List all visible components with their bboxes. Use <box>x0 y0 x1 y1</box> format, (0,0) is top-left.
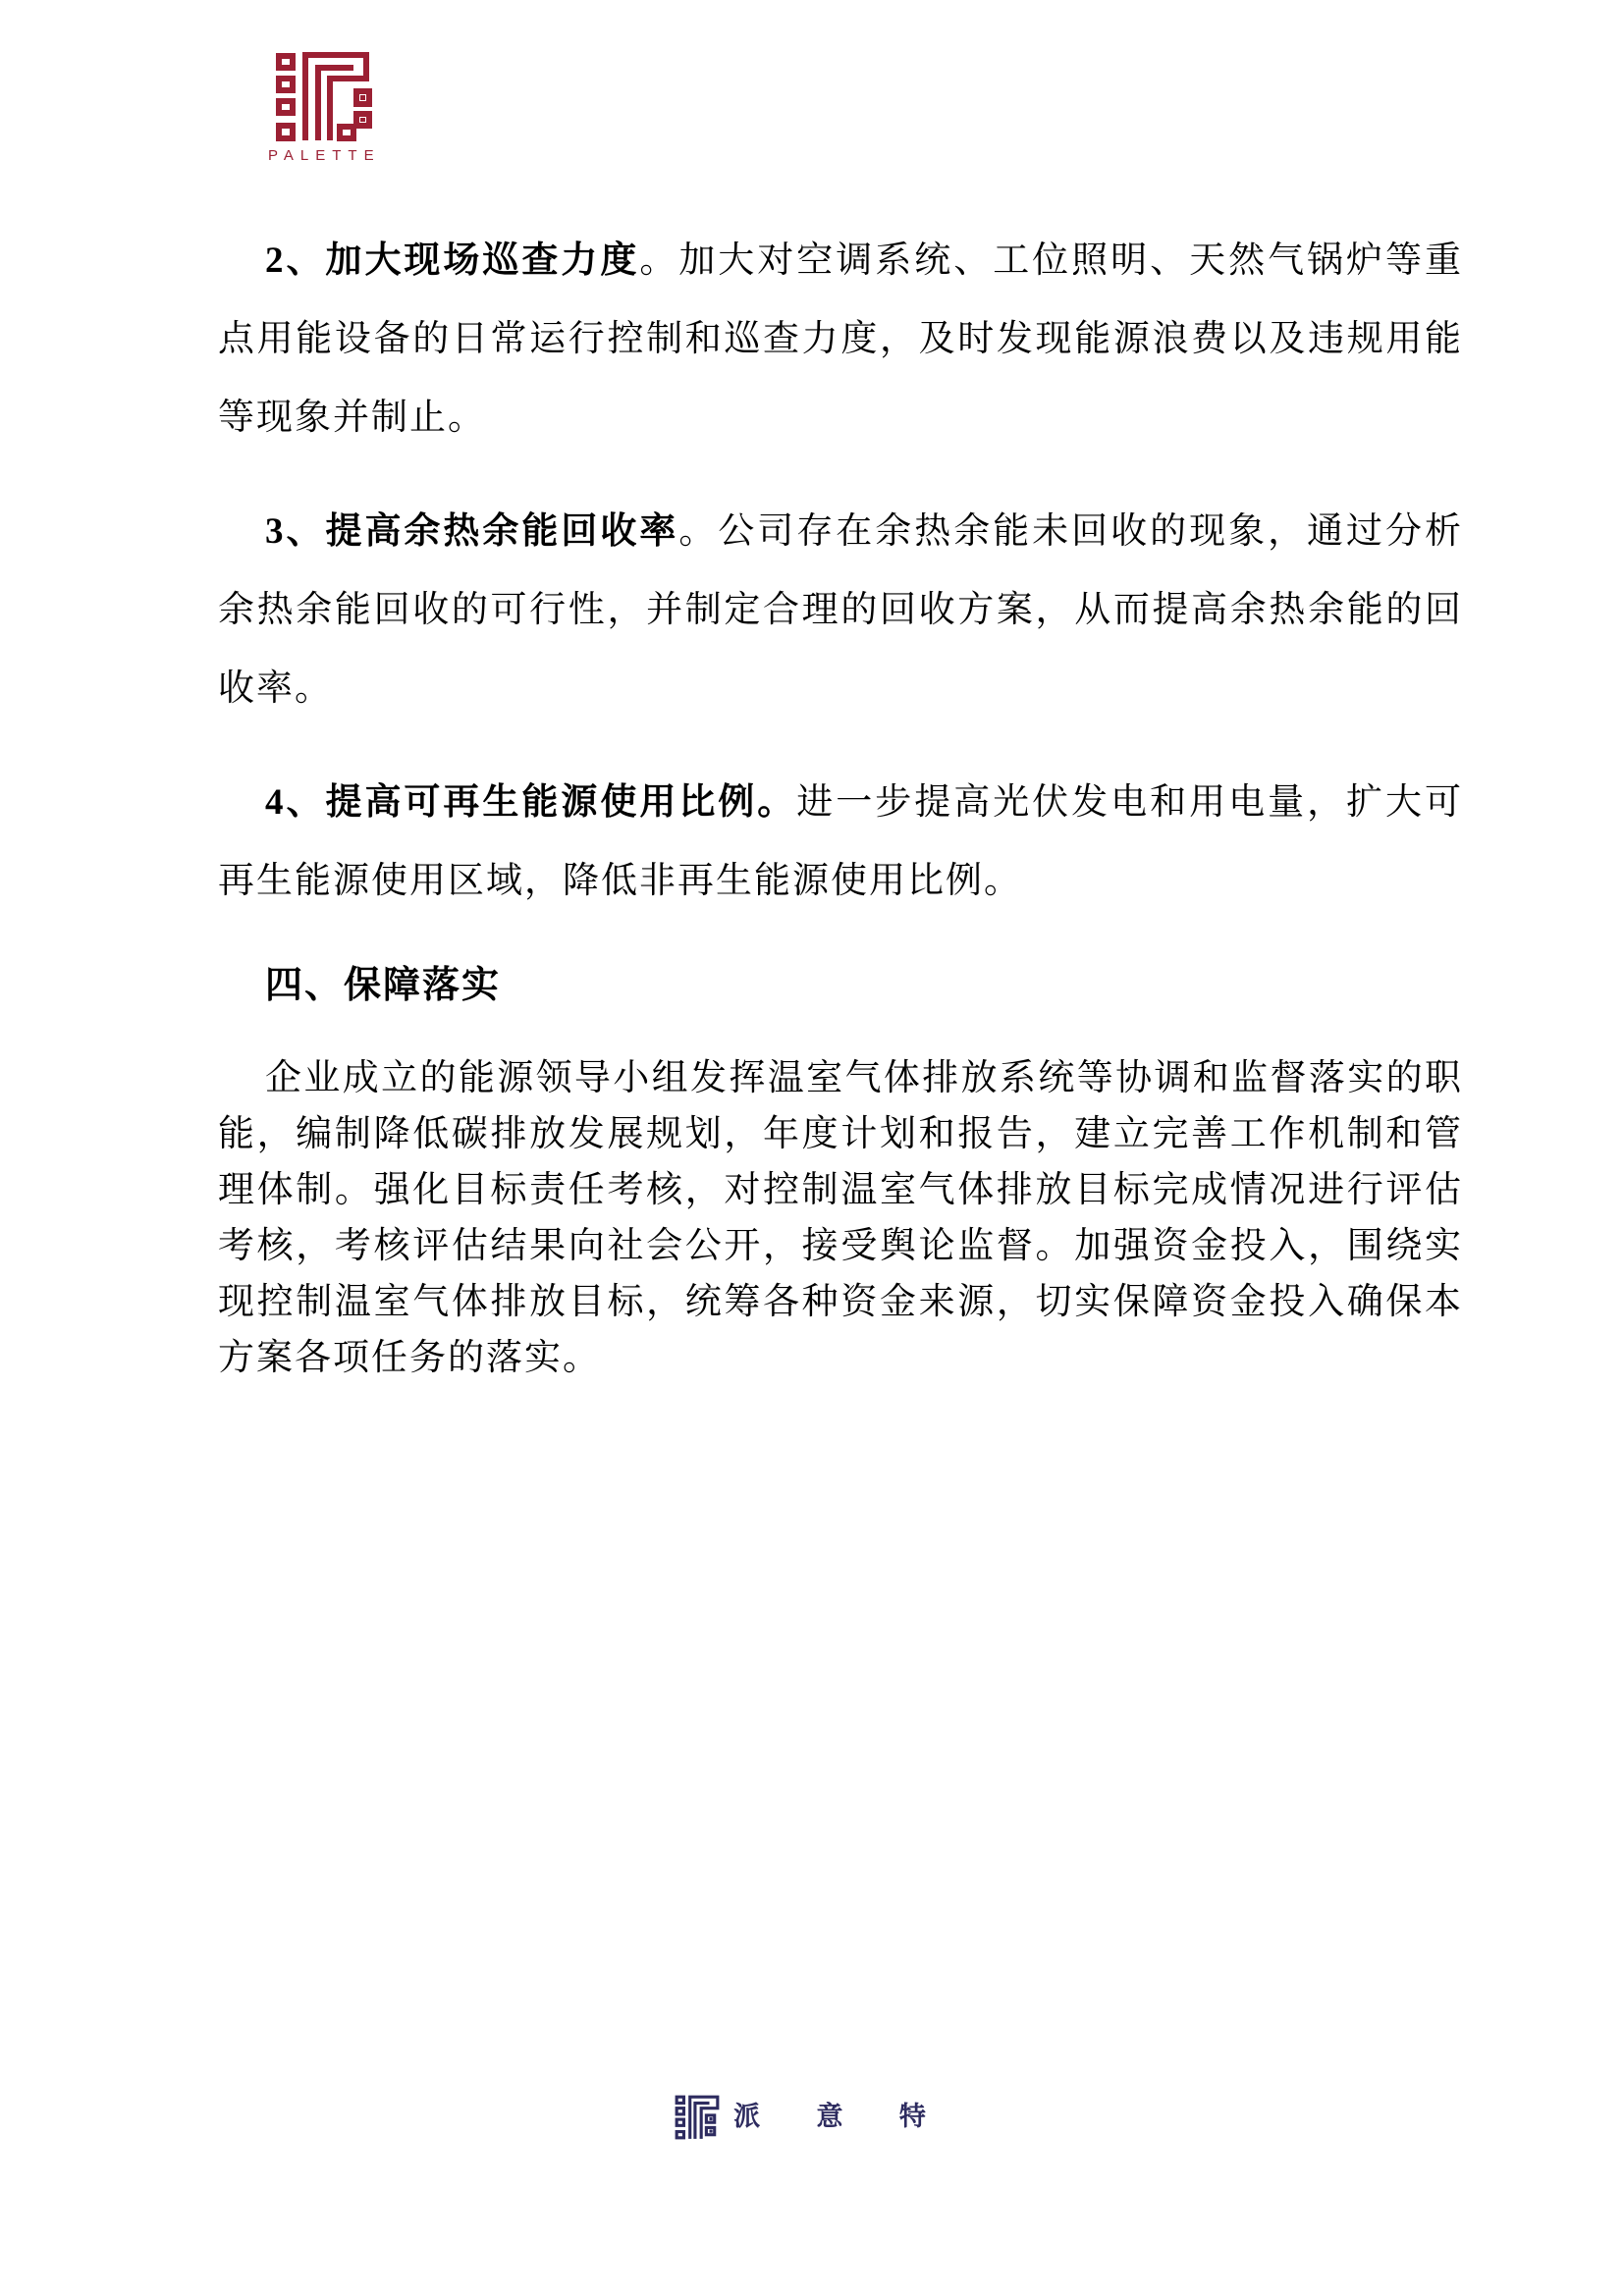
section-heading: 四、保障落实 <box>265 965 502 1006</box>
paragraph-heat-recovery <box>218 493 1463 728</box>
palette-logo-icon <box>269 45 379 143</box>
page-footer <box>0 2093 1624 2142</box>
paragraph-renewable-energy <box>218 764 1463 921</box>
paragraph-text: 进一步提高光伏发电和用电量，扩大可再生能源使用区域，降低非再生能源使用比例。 <box>218 782 1464 901</box>
paragraph-lead: 3、提高余热余能回收率 <box>265 511 679 552</box>
company-logo <box>268 45 380 164</box>
document-body <box>218 222 1463 1421</box>
paragraph-text: 。公司存在余热余能未回收的现象，通过分析余热余能回收的可行性，并制定合理的回收方案，从而提高余热余能的回收率。 <box>218 511 1464 709</box>
paragraph-patrol <box>218 222 1463 457</box>
paragraph-lead: 4、提高可再生能源使用比例。 <box>265 782 797 823</box>
palette-logo-text: PALETTE <box>268 147 381 164</box>
paragraph-implementation: 企业成立的能源领导小组发挥温室气体排放系统等协调和监督落实的职能，编制降低碳排放发展规划，年度计划和报告，建立完善工作机制和管理体制。强化目标责任考核，对控制温室气体排放目标完成情况进行评估考核，考核评估结果向社会公开，接受舆论监督。加强资金投入，围绕实现控制温室气体排放目标，统筹各种资金来源，切实保障资金投入确保本方案各项任务的落实。 <box>218 1058 1463 1378</box>
footer-logo-icon <box>675 2093 720 2142</box>
paragraph-text: 。加大对空调系统、工位照明、天然气锅炉等重点用能设备的日常运行控制和巡查力度，及时发现能源浪费以及违规用能等现象并制止。 <box>218 240 1464 438</box>
footer-brand-text: 派 意 特 <box>733 2102 949 2132</box>
paragraph-lead: 2、加大现场巡查力度 <box>265 240 640 281</box>
